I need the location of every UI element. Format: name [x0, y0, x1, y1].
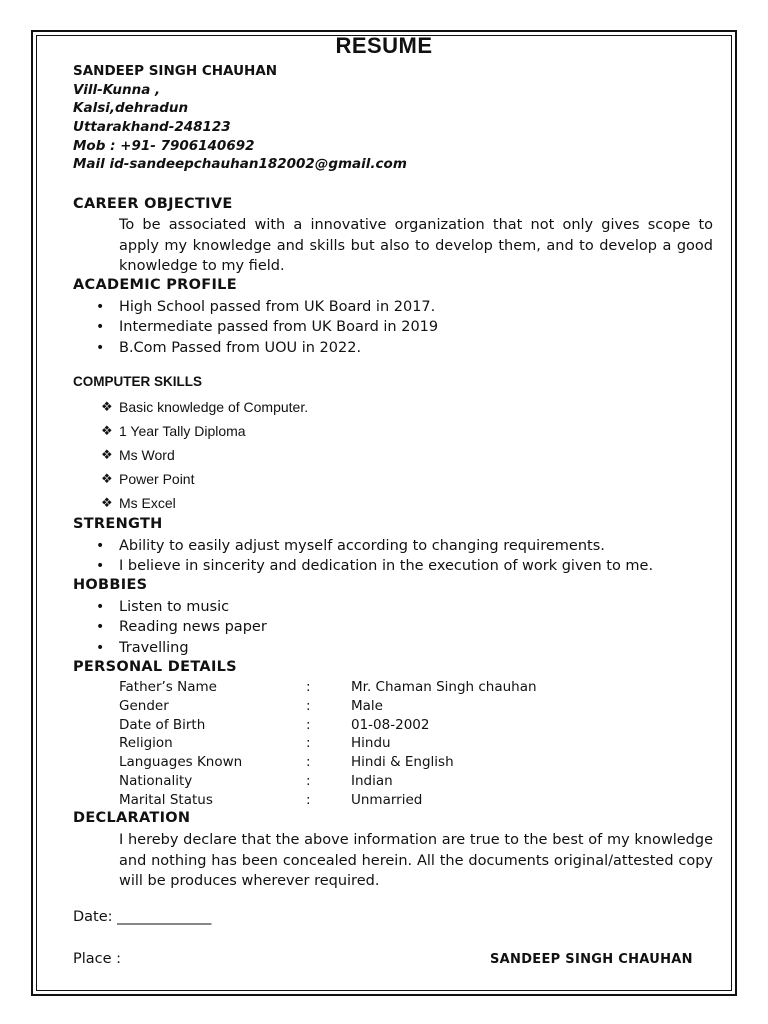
address-line-2: Kalsi,dehradun	[73, 100, 189, 116]
table-row: Marital Status : Unmarried	[119, 791, 423, 808]
hobbies-heading: HOBBIES	[73, 577, 148, 593]
list-item: • Travelling	[0, 638, 267, 658]
list-item: • Intermediate passed from UK Board in 2019	[0, 317, 438, 337]
computer-skills-list	[0, 395, 308, 515]
bullet-icon: •	[96, 639, 105, 656]
email-address: Mail id-sandeepchauhan182002@gmail.com	[73, 156, 407, 172]
academic-profile-heading: ACADEMIC PROFILE	[73, 277, 237, 293]
bullet-icon: •	[96, 538, 105, 554]
career-objective-text: To be associated with a innovative organization that not only gives scope to apply my knowledge and skills but also to develop them, and to develop a good knowledge to my field.	[119, 217, 713, 274]
diamond-bullet-icon: ❖	[101, 423, 113, 438]
bullet-icon: •	[96, 339, 105, 356]
academic-profile-list	[0, 297, 438, 358]
table-row: Date of Birth : 01-08-2002	[119, 716, 430, 733]
date-label: Date: _____________	[73, 909, 212, 925]
list-item: • High School passed from UK Board in 2017.	[0, 297, 438, 317]
table-row: Gender : Male	[119, 697, 383, 714]
table-row: Languages Known : Hindi & English	[119, 754, 454, 771]
diamond-bullet-icon: ❖	[101, 447, 113, 462]
hobbies-list	[0, 597, 267, 658]
table-row: Father’s Name : Mr. Chaman Singh chauhan	[119, 679, 537, 695]
strength-list	[0, 536, 653, 577]
list-item: • Ability to easily adjust myself according to changing requirements.	[0, 536, 653, 556]
diamond-bullet-icon: ❖	[101, 399, 113, 414]
diamond-bullet-icon: ❖	[101, 471, 113, 486]
address-line-3: Uttarakhand-248123	[73, 119, 231, 135]
list-item: • B.Com Passed from UOU in 2022.	[0, 338, 438, 358]
list-item: ❖ Ms Word	[0, 443, 308, 467]
personal-details-table	[119, 678, 537, 810]
signature-name: SANDEEP SINGH CHAUHAN	[490, 952, 693, 967]
list-item: ❖ Basic knowledge of Computer.	[0, 395, 308, 419]
list-item: ❖ Power Point	[0, 467, 308, 491]
list-item: • I believe in sincerity and dedication in the execution of work given to me.	[0, 556, 653, 576]
place-label: Place :	[73, 951, 122, 967]
strength-heading: STRENGTH	[73, 516, 163, 532]
list-item: • Reading news paper	[0, 617, 267, 637]
list-item: ❖ 1 Year Tally Diploma	[0, 419, 308, 443]
table-row: Nationality : Indian	[119, 772, 393, 789]
declaration-text: I hereby declare that the above information are true to the best of my knowledge and nothing has been concealed herein. All the documents original/attested copy will be produces wherever required.	[119, 832, 713, 889]
document-title: RESUME	[335, 33, 433, 58]
list-item: • Listen to music	[0, 597, 267, 617]
computer-skills-heading: COMPUTER SKILLS	[73, 374, 203, 389]
bullet-icon: •	[96, 619, 105, 636]
bullet-icon: •	[96, 558, 105, 575]
address-line-1: Vill-Kunna ,	[73, 82, 161, 98]
bullet-icon: •	[96, 299, 105, 315]
career-objective-heading: CAREER OBJECTIVE	[73, 196, 233, 212]
declaration-heading: DECLARATION	[73, 810, 191, 826]
candidate-name: SANDEEP SINGH CHAUHAN	[73, 63, 278, 79]
diamond-bullet-icon: ❖	[101, 495, 113, 510]
table-row: Religion : Hindu	[119, 735, 391, 752]
mobile-number: Mob : +91- 7906140692	[73, 138, 255, 154]
bullet-icon: •	[96, 319, 105, 336]
bullet-icon: •	[96, 599, 105, 615]
personal-details-heading: PERSONAL DETAILS	[73, 659, 237, 675]
list-item: ❖ Ms Excel	[0, 491, 308, 515]
